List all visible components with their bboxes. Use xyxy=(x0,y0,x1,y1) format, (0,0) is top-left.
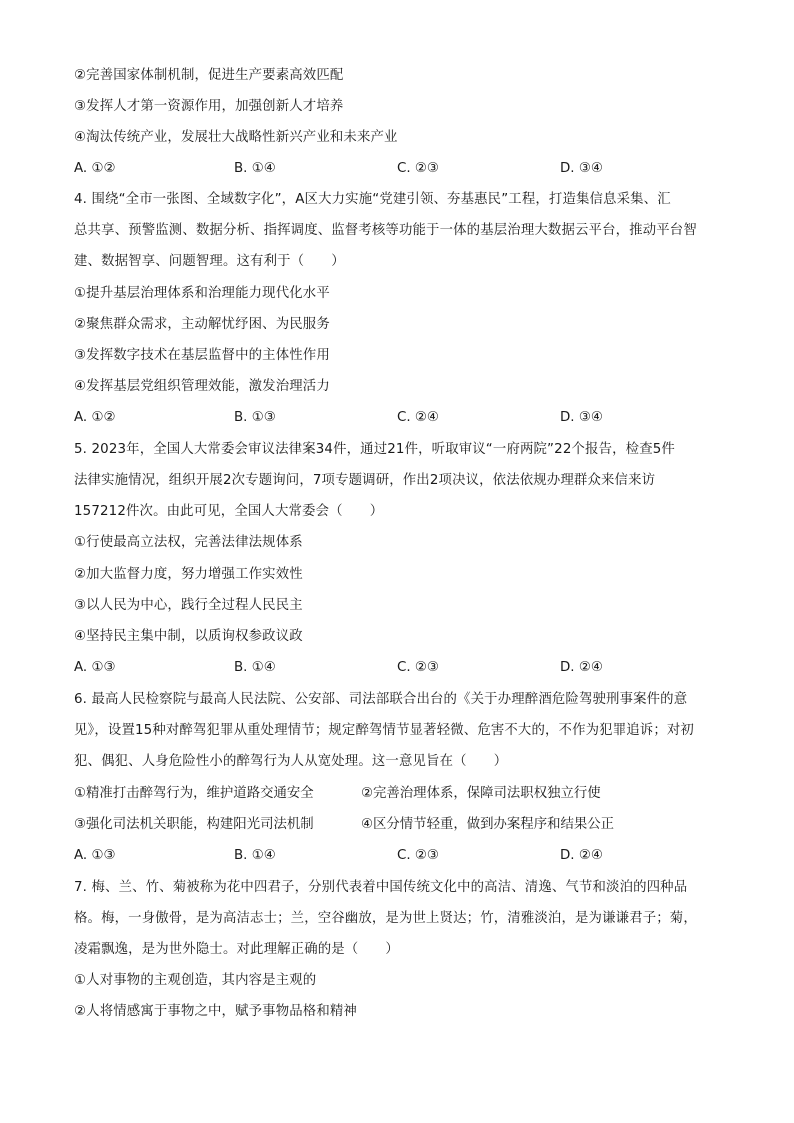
q4-choice-d[interactable]: D. ③④ xyxy=(560,410,603,425)
q6-option-item-4: ④区分情节轻重，做到办案程序和结果公正 xyxy=(361,817,615,832)
q4-option-item-3: ③发挥数字技术在基层监督中的主体性作用 xyxy=(74,348,330,363)
q6-stem-line-3: 犯、偶犯、人身危险性小的醉驾行为人从宽处理。这一意见旨在（ ） xyxy=(74,754,508,769)
q5-answer-choices xyxy=(74,658,724,678)
q4-option-item-2: ②聚焦群众需求，主动解忧纾困、为民服务 xyxy=(74,317,330,332)
q5-option-item-4: ④坚持民主集中制，以质询权参政议政 xyxy=(74,629,303,644)
q3-choice-c[interactable]: C. ②③ xyxy=(397,161,439,176)
q3-choice-b[interactable]: B. ①④ xyxy=(234,161,276,176)
q5-choice-d[interactable]: D. ②④ xyxy=(560,660,603,675)
q5-choice-c[interactable]: C. ②③ xyxy=(397,660,439,675)
q5-option-item-2: ②加大监督力度，努力增强工作实效性 xyxy=(74,567,303,582)
q5-stem-line-1: 5. 2023年，全国人大常委会审议法律案34件，通过21件，听取审议“一府两院”22个报告，检查5件 xyxy=(74,442,675,457)
q6-option-row-2 xyxy=(74,815,724,835)
q6-stem-line-2: 见》，设置15种对醉驾犯罪从重处理情节；规定醉驾情节显著轻微、危害不大的，不作为犯罪追诉；对初 xyxy=(74,723,694,738)
q5-stem-line-2: 法律实施情况，组织开展2次专题询问，7项专题调研，作出2项决议，依法依规办理群众来信来访 xyxy=(74,473,656,488)
q4-choice-a[interactable]: A. ①② xyxy=(74,410,116,425)
q5-choice-b[interactable]: B. ①④ xyxy=(234,660,276,675)
q3-option-item-4: ④淘汰传统产业，发展壮大战略性新兴产业和未来产业 xyxy=(74,130,398,145)
q3-choice-a[interactable]: A. ①② xyxy=(74,161,116,176)
q3-option-item-2: ②完善国家体制机制，促进生产要素高效匹配 xyxy=(74,68,344,83)
q4-option-item-1: ①提升基层治理体系和治理能力现代化水平 xyxy=(74,286,330,301)
q7-stem-line-1: 7. 梅、兰、竹、菊被称为花中四君子，分别代表着中国传统文化中的高洁、清逸、气节和淡泊的四种品 xyxy=(74,880,688,895)
q4-stem-line-1: 4. 围绕“全市一张图、全域数字化”，A区大力实施“党建引领、夯基惠民”工程，打造集信息采集、汇 xyxy=(74,192,671,207)
q7-stem-line-3: 凌霜飘逸，是为世外隐士。对此理解正确的是（ ） xyxy=(74,942,399,957)
q6-choice-a[interactable]: A. ①③ xyxy=(74,848,116,863)
q4-choice-c[interactable]: C. ②④ xyxy=(397,410,439,425)
q3-answer-choices xyxy=(74,159,724,179)
q6-option-item-3: ③强化司法机关职能，构建阳光司法机制 xyxy=(74,817,314,832)
q4-option-item-4: ④发挥基层党组织管理效能，激发治理活力 xyxy=(74,379,330,394)
q7-stem-line-2: 格。梅，一身傲骨，是为高洁志士；兰，空谷幽放，是为世上贤达；竹，清雅淡泊，是为谦谦君子；菊， xyxy=(74,911,697,926)
q6-choice-c[interactable]: C. ②③ xyxy=(397,848,439,863)
q4-answer-choices xyxy=(74,408,724,428)
q6-choice-b[interactable]: B. ①④ xyxy=(234,848,276,863)
q4-stem-line-3: 建、数据智享、问题智理。这有利于（ ） xyxy=(74,254,345,269)
q5-option-item-1: ①行使最高立法权，完善法律法规体系 xyxy=(74,535,303,550)
q4-choice-b[interactable]: B. ①③ xyxy=(234,410,276,425)
q5-choice-a[interactable]: A. ①③ xyxy=(74,660,116,675)
q6-stem-line-1: 6. 最高人民检察院与最高人民法院、公安部、司法部联合出台的《关于办理醉酒危险驾驶刑事案件的意 xyxy=(74,692,688,707)
q4-stem-line-2: 总共享、预警监测、数据分析、指挥调度、监督考核等功能于一体的基层治理大数据云平台，推动平台智 xyxy=(74,223,697,238)
q5-option-item-3: ③以人民为中心，践行全过程人民民主 xyxy=(74,598,303,613)
q6-option-row-1 xyxy=(74,784,724,804)
q7-option-item-1: ①人对事物的主观创造，其内容是主观的 xyxy=(74,973,317,988)
q6-answer-choices xyxy=(74,846,724,866)
q3-option-item-3: ③发挥人才第一资源作用，加强创新人才培养 xyxy=(74,99,344,114)
q3-choice-d[interactable]: D. ③④ xyxy=(560,161,603,176)
q6-option-item-1: ①精准打击醉驾行为，维护道路交通安全 xyxy=(74,786,314,801)
q6-choice-d[interactable]: D. ②④ xyxy=(560,848,603,863)
q5-stem-line-3: 157212件次。由此可见，全国人大常委会（ ） xyxy=(74,504,384,519)
q7-option-item-2: ②人将情感寓于事物之中，赋予事物品格和精神 xyxy=(74,1004,357,1019)
q6-option-item-2: ②完善治理体系，保障司法职权独立行使 xyxy=(361,786,601,801)
